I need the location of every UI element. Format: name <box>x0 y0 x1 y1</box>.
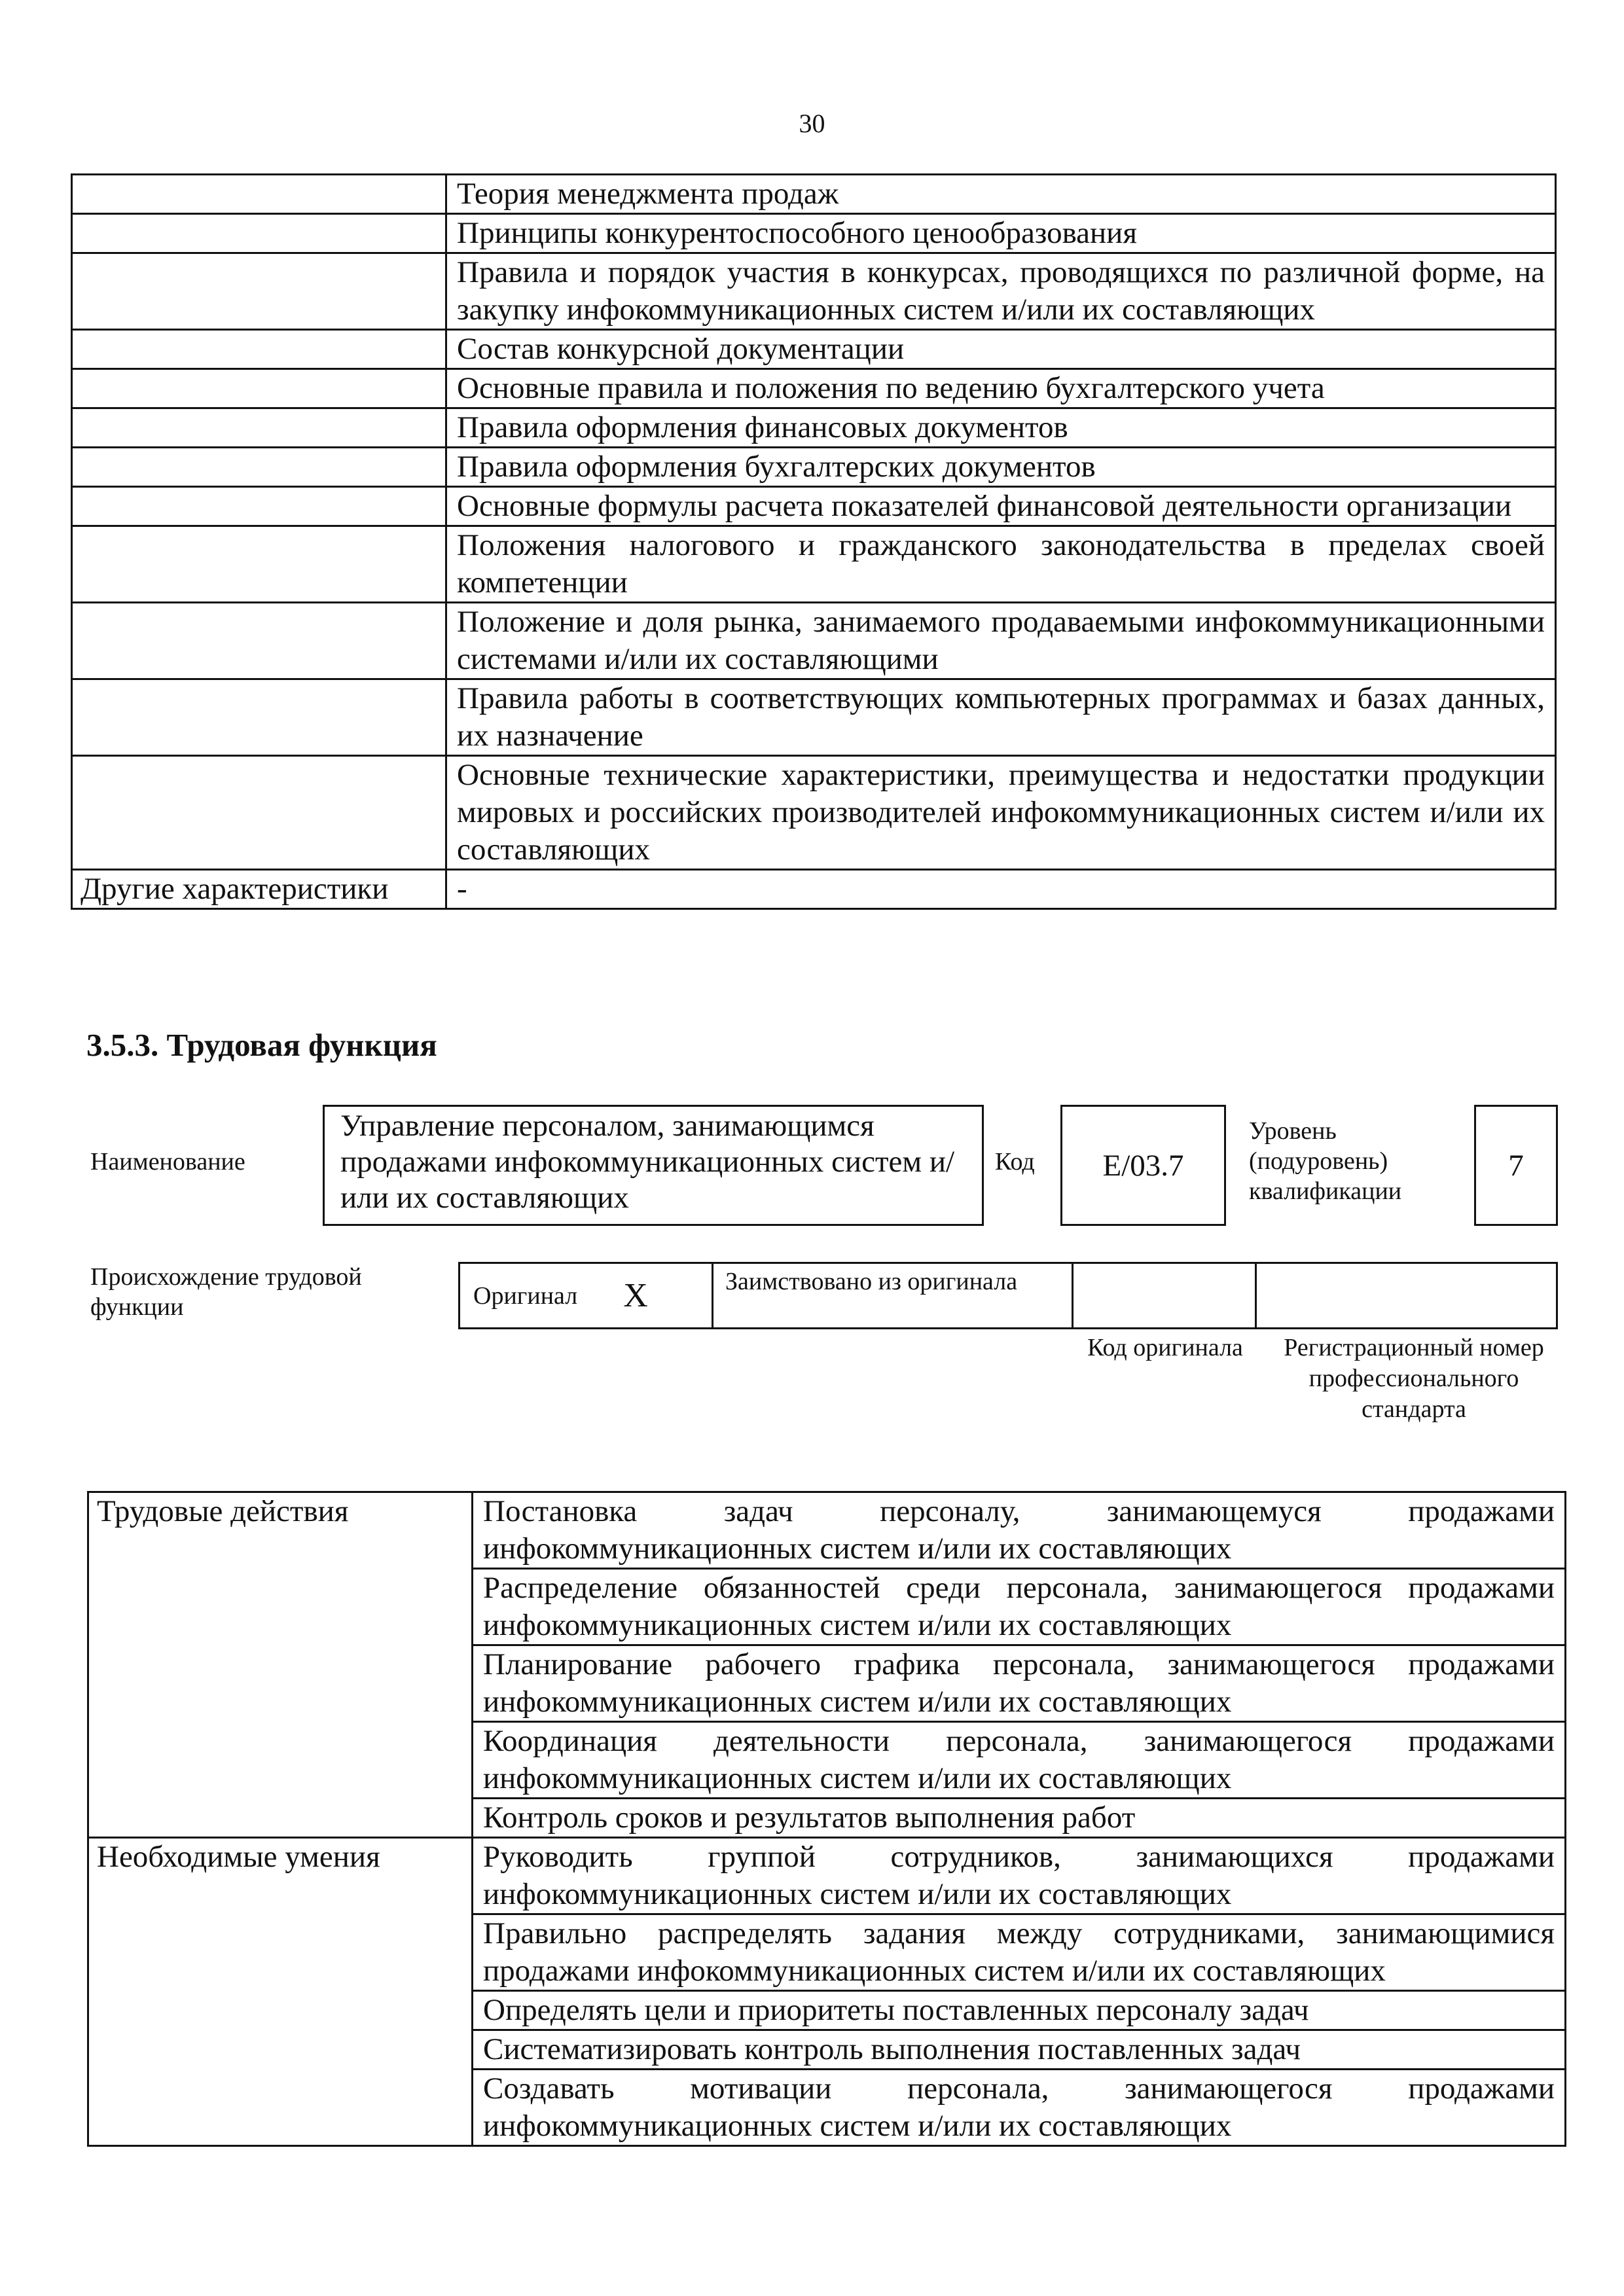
skill-item: Систематизировать контроль выполнения поставленных задач <box>473 2030 1566 2070</box>
action-item: Постановка задач персоналу, занимающемуся продажами инфокоммуникационных систем и/или их составляющих <box>473 1492 1566 1569</box>
action-item: Контроль сроков и результатов выполнения работ <box>473 1799 1566 1838</box>
knowledge-item: Правила работы в соответствующих компьютерных программах и базах данных, их назначение <box>446 679 1556 756</box>
other-characteristics-value: - <box>446 870 1556 909</box>
label-cell-empty <box>72 487 446 526</box>
knowledge-item: Правила оформления финансовых документов <box>446 408 1556 448</box>
level-label: Уровень (подуровень) квалификации <box>1249 1117 1402 1205</box>
original-label: Оригинал <box>473 1282 578 1310</box>
reg-number-cell <box>1255 1262 1558 1329</box>
table-row <box>72 487 1556 526</box>
borrowed-label: Заимствовано из оригинала <box>725 1268 1018 1295</box>
table-row <box>72 408 1556 448</box>
code-label: Код <box>995 1148 1035 1175</box>
table-row <box>72 526 1556 603</box>
label-cell-empty <box>72 214 446 253</box>
origin-row <box>458 1262 1560 1329</box>
knowledge-item: Правила оформления бухгалтерских документов <box>446 448 1556 487</box>
knowledge-item: Основные правила и положения по ведению бухгалтерского учета <box>446 369 1556 408</box>
level-box <box>1474 1105 1558 1226</box>
action-item: Координация деятельности персонала, занимающегося продажами инфокоммуникационных систем и/или их составляющих <box>473 1722 1566 1799</box>
label-cell-empty <box>72 408 446 448</box>
table-row <box>72 369 1556 408</box>
table-row <box>72 756 1556 870</box>
knowledge-item: Положение и доля рынка, занимаемого продаваемыми инфокоммуникационными системами и/или их составляющими <box>446 603 1556 679</box>
knowledge-table <box>71 173 1557 910</box>
original-mark: X <box>623 1277 648 1314</box>
label-cell-empty <box>72 526 446 603</box>
actions-skills-table <box>87 1491 1566 2147</box>
label-cell-empty <box>72 175 446 214</box>
label-cell-empty <box>72 369 446 408</box>
label-cell-empty <box>72 253 446 330</box>
code-value: E/03.7 <box>1102 1148 1184 1183</box>
function-name-box: Управление персоналом, занимающимся продажами инфокоммуникационных систем и/или их составляющих <box>323 1105 984 1226</box>
knowledge-item: Теория менеджмента продаж <box>446 175 1556 214</box>
label-cell-empty <box>72 448 446 487</box>
borrowed-cell <box>712 1262 1074 1329</box>
knowledge-item: Правила и порядок участия в конкурсах, проводящихся по различной форме, на закупку инфокоммуникационных систем и/или их составляющих <box>446 253 1556 330</box>
skill-item: Руководить группой сотрудников, занимающихся продажами инфокоммуникационных систем и/или их составляющих <box>473 1838 1566 1914</box>
table-row <box>72 330 1556 369</box>
table-row <box>72 214 1556 253</box>
table-row <box>72 448 1556 487</box>
knowledge-item: Положения налогового и гражданского законодательства в пределах своей компетенции <box>446 526 1556 603</box>
skill-item: Создавать мотивации персонала, занимающегося продажами инфокоммуникационных систем и/или их составляющих <box>473 2070 1566 2146</box>
skill-item: Правильно распределять задания между сотрудниками, занимающимися продажами инфокоммуникационных систем и/или их составляющих <box>473 1914 1566 1991</box>
knowledge-item: Основные формулы расчета показателей финансовой деятельности организации <box>446 487 1556 526</box>
reg-number-caption: Регистрационный номер профессионального стандарта <box>1284 1334 1544 1423</box>
level-value: 7 <box>1508 1148 1524 1183</box>
page-number: 30 <box>799 109 825 138</box>
section-title: 3.5.3. Трудовая функция <box>86 1027 437 1063</box>
origin-label: Происхождение трудовой функции <box>90 1263 362 1321</box>
actions-label: Трудовые действия <box>88 1492 473 1838</box>
label-cell-empty <box>72 679 446 756</box>
skill-item: Определять цели и приоритеты поставленных персоналу задач <box>473 1991 1566 2030</box>
original-cell <box>458 1262 713 1329</box>
skills-label: Необходимые умения <box>88 1838 473 2146</box>
code-original-cell <box>1072 1262 1257 1329</box>
table-row <box>72 870 1556 909</box>
table-row <box>72 603 1556 679</box>
action-item: Планирование рабочего графика персонала, занимающегося продажами инфокоммуникационных систем и/или их составляющих <box>473 1645 1566 1722</box>
label-cell-empty <box>72 756 446 870</box>
code-original-caption: Код оригинала <box>1087 1334 1243 1361</box>
other-characteristics-label: Другие характеристики <box>72 870 446 909</box>
table-row <box>72 679 1556 756</box>
table-row <box>88 1838 1566 1914</box>
label-cell-empty <box>72 603 446 679</box>
table-row <box>72 253 1556 330</box>
action-item: Распределение обязанностей среди персонала, занимающегося продажами инфокоммуникационных систем и/или их составляющих <box>473 1569 1566 1645</box>
knowledge-item: Основные технические характеристики, преимущества и недостатки продукции мировых и российских производителей инфокоммуникационных систем и/или их составляющих <box>446 756 1556 870</box>
table-row <box>72 175 1556 214</box>
name-label: Наименование <box>90 1148 245 1175</box>
label-cell-empty <box>72 330 446 369</box>
table-row <box>88 1492 1566 1569</box>
knowledge-item: Принципы конкурентоспособного ценообразования <box>446 214 1556 253</box>
knowledge-item: Состав конкурсной документации <box>446 330 1556 369</box>
code-box <box>1060 1105 1226 1226</box>
